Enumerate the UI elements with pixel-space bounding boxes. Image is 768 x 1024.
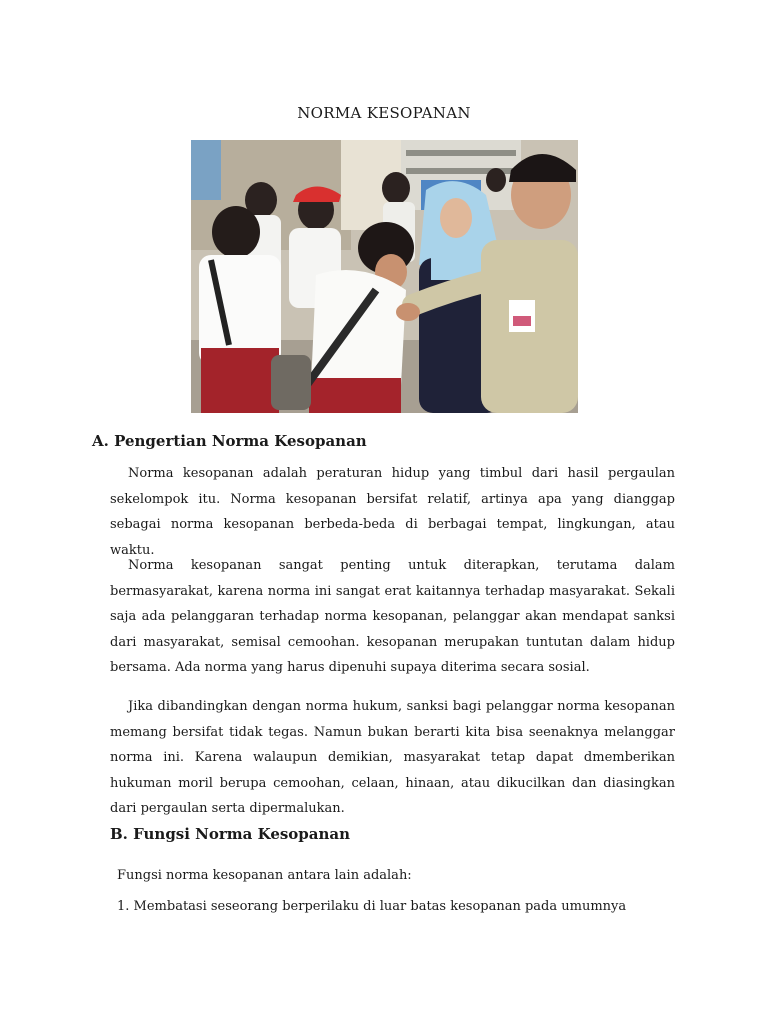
document-title: NORMA KESOPANAN xyxy=(297,104,471,122)
section-b-intro: Fungsi norma kesopanan antara lain adalah: xyxy=(117,868,412,883)
section-b-heading: B. Fungsi Norma Kesopanan xyxy=(110,825,351,843)
section-a-paragraph-1: Norma kesopanan adalah peraturan hidup yang timbul dari hasil pergaulan sekelompok itu. Norma kesopanan bersifat relatif, artinya apa yang dianggap sebagai norma kesopanan berbeda-beda di berbagai tempat, lingkungan, atau waktu. xyxy=(110,466,675,558)
section-a-heading: A. Pengertian Norma Kesopanan xyxy=(92,432,367,450)
section-a-paragraph-3: Jika dibandingkan dengan norma hukum, sanksi bagi pelanggar norma kesopanan memang bersifat tidak tegas. Namun bukan berarti kita bisa seenaknya melanggar norma ini. Karena walaupun demikian, masyarakat tetap dapat dmemberikan hukuman moril berupa cemoohan, celaan, hinaan, atau dikucilkan dan diasingkan dari pergaulan serta dipermalukan. xyxy=(110,699,675,816)
section-a-paragraph-2: Norma kesopanan sangat penting untuk diterapkan, terutama dalam bermasyarakat, karena norma ini sangat erat kaitannya terhadap masyarakat. Sekali saja ada pelanggaran terhadap norma kesopanan, pelanggar akan mendapat sanksi dari masyarakat, semisal cemoohan. kesopanan merupakan tuntutan dalam hidup bersama. Ada norma yang harus dipenuhi supaya diterima secara sosial. xyxy=(110,558,675,675)
list-item: 1. Membatasi seseorang berperilaku di luar batas kesopanan pada umumnya xyxy=(117,899,627,914)
document-photo xyxy=(191,140,578,413)
